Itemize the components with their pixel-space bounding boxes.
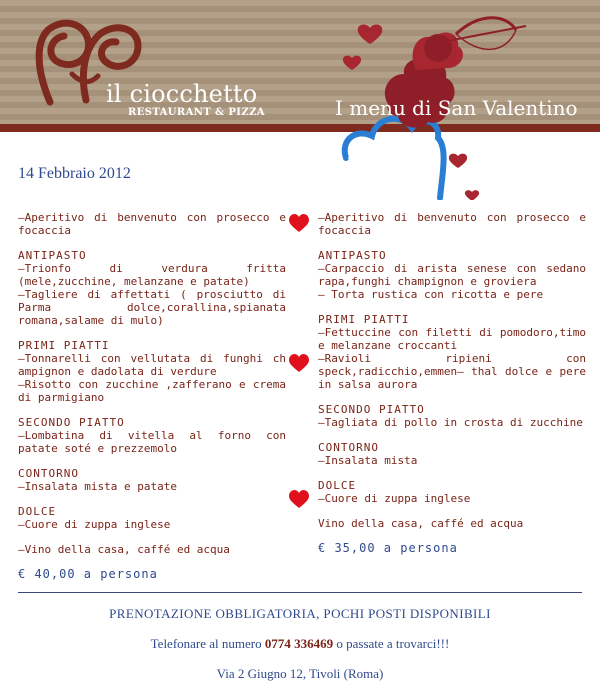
footer-divider (18, 592, 582, 593)
menu-item: –Ravioli ripieni con speck,radicchio,emmen– thal dolce e pere in salsa aurora (318, 352, 586, 391)
price-left: € 40,00 a persona (18, 567, 158, 581)
section-heading: ANTIPASTO (18, 249, 87, 262)
call-prefix: Telefonare al numero (150, 636, 262, 651)
event-date: 14 Febbraio 2012 (18, 165, 131, 182)
logo-name: il ciocchetto (106, 80, 258, 108)
menu-item: –Risotto con zucchine ,zafferano e crema di parmigiano (18, 378, 286, 404)
section-heading: CONTORNO (318, 441, 379, 454)
welcome-drink: –Aperitivo di benvenuto con prosecco e focaccia (318, 211, 586, 237)
heart-icon (289, 490, 309, 510)
menu-item: –Fettuccine con filetti di pomodoro,timo e melanzane croccanti (318, 326, 586, 352)
heart-icon (289, 214, 309, 234)
menu-item: –Tagliere di affettati ( prosciutto di Parma dolce,corallina,spianata romana,salame di mulo) (18, 288, 286, 327)
menu-item: –Cuore di zuppa inglese (318, 492, 471, 505)
menu-item: –Trionfo di verdura fritta (mele,zucchine, melanzane e patate) (18, 262, 286, 288)
menu-item: –Tagliata di pollo in crosta di zucchine (318, 416, 583, 429)
reservation-notice: PRENOTAZIONE OBBLIGATORIA, POCHI POSTI DISPONIBILI (109, 606, 491, 621)
heart-icon (289, 354, 309, 374)
menu-item: –Insalata mista (318, 454, 418, 467)
section-heading: DOLCE (18, 505, 57, 518)
section-heading: SECONDO PIATTO (18, 416, 125, 429)
logo-subtitle: RESTAURANT & PIZZA (128, 107, 265, 118)
page-title: I menu di San Valentino (335, 96, 578, 120)
phone-number[interactable]: 0774 336469 (264, 636, 334, 651)
menu-item: –Carpaccio di arista senese con sedano rapa,funghi champignon e groviera (318, 262, 586, 288)
drinks-item: Vino della casa, caffé ed acqua (318, 517, 524, 530)
section-heading: DOLCE (318, 479, 357, 492)
menu-item: –Insalata mista e patate (18, 480, 177, 493)
menu-item: – Torta rustica con ricotta e pere (318, 288, 544, 301)
menu-left (18, 211, 286, 581)
menu-right (318, 211, 586, 555)
address: Via 2 Giugno 12, Tivoli (Roma) (216, 666, 384, 681)
section-heading: ANTIPASTO (318, 249, 387, 262)
menu-item: –Cuore di zuppa inglese (18, 518, 171, 531)
contact-line (0, 636, 600, 652)
menu-item: –Lombatina di vitella al forno con patate soté e prezzemolo (18, 429, 286, 455)
section-heading: PRIMI PIATTI (18, 339, 110, 352)
section-heading: PRIMI PIATTI (318, 313, 410, 326)
drinks-item: –Vino della casa, caffé ed acqua (18, 543, 230, 556)
section-heading: CONTORNO (18, 467, 79, 480)
section-heading: SECONDO PIATTO (318, 403, 425, 416)
price-right: € 35,00 a persona (318, 541, 458, 555)
call-suffix: o passate a trovarci!!! (336, 636, 450, 651)
menu-item: –Tonnarelli con vellutata di funghi ch ampignon e dadolata di verdure (18, 352, 286, 378)
welcome-drink: –Aperitivo di benvenuto con prosecco e focaccia (18, 211, 286, 237)
